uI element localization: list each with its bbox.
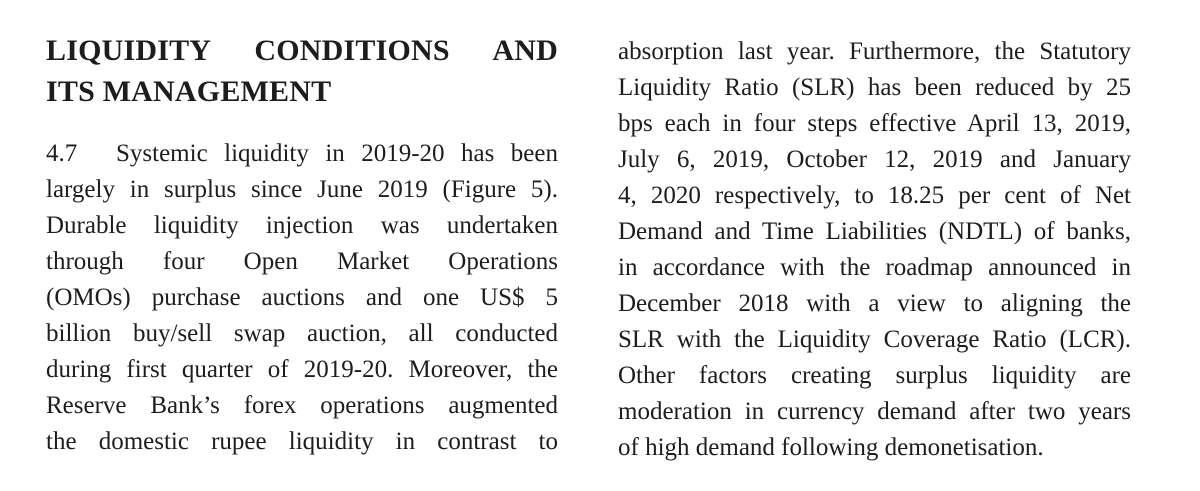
- paragraph-line: (OMOs) purchase auctions and one US$ 5: [46, 284, 558, 311]
- paragraph-line: absorption last year. Furthermore, the Statutory: [618, 38, 1131, 65]
- paragraph-line: Durable liquidity injection was undertaken: [46, 212, 558, 239]
- paragraph-line: billion buy/sell swap auction, all conducted: [46, 320, 558, 347]
- paragraph-line: SLR with the Liquidity Coverage Ratio (LCR).: [618, 326, 1131, 353]
- section-heading-line-2: ITS MANAGEMENT: [46, 75, 332, 108]
- paragraph-line: December 2018 with a view to aligning the: [618, 290, 1131, 317]
- paragraph-number: 4.7: [46, 140, 78, 167]
- paragraph-line: 4, 2020 respectively, to 18.25 per cent of Net: [618, 182, 1131, 209]
- paragraph-line: bps each in four steps effective April 13, 2019,: [618, 110, 1131, 137]
- paragraph-line: through four Open Market Operations: [46, 248, 558, 275]
- paragraph-line: Reserve Bank’s forex operations augmented: [46, 392, 558, 419]
- paragraph-first-line: [46, 139, 558, 169]
- section-heading-line-1: LIQUIDITY CONDITIONS AND: [46, 34, 558, 67]
- paragraph-line: during first quarter of 2019-20. Moreover, the: [46, 356, 558, 383]
- paragraph-line: the domestic rupee liquidity in contrast to: [46, 428, 558, 455]
- paragraph-line: Systemic liquidity in 2019-20 has been: [116, 140, 558, 167]
- paragraph-line: July 6, 2019, October 12, 2019 and January: [618, 146, 1131, 173]
- paragraph-line: Liquidity Ratio (SLR) has been reduced by 25: [618, 74, 1131, 101]
- paragraph-line: in accordance with the roadmap announced in: [618, 254, 1131, 281]
- paragraph-line: Other factors creating surplus liquidity are: [618, 362, 1131, 389]
- paragraph-line: Demand and Time Liabilities (NDTL) of banks,: [618, 218, 1131, 245]
- paragraph-line: largely in surplus since June 2019 (Figure 5).: [46, 176, 558, 203]
- paragraph-last-line: of high demand following demonetisation.: [618, 434, 1044, 461]
- paragraph-line: moderation in currency demand after two years: [618, 398, 1131, 425]
